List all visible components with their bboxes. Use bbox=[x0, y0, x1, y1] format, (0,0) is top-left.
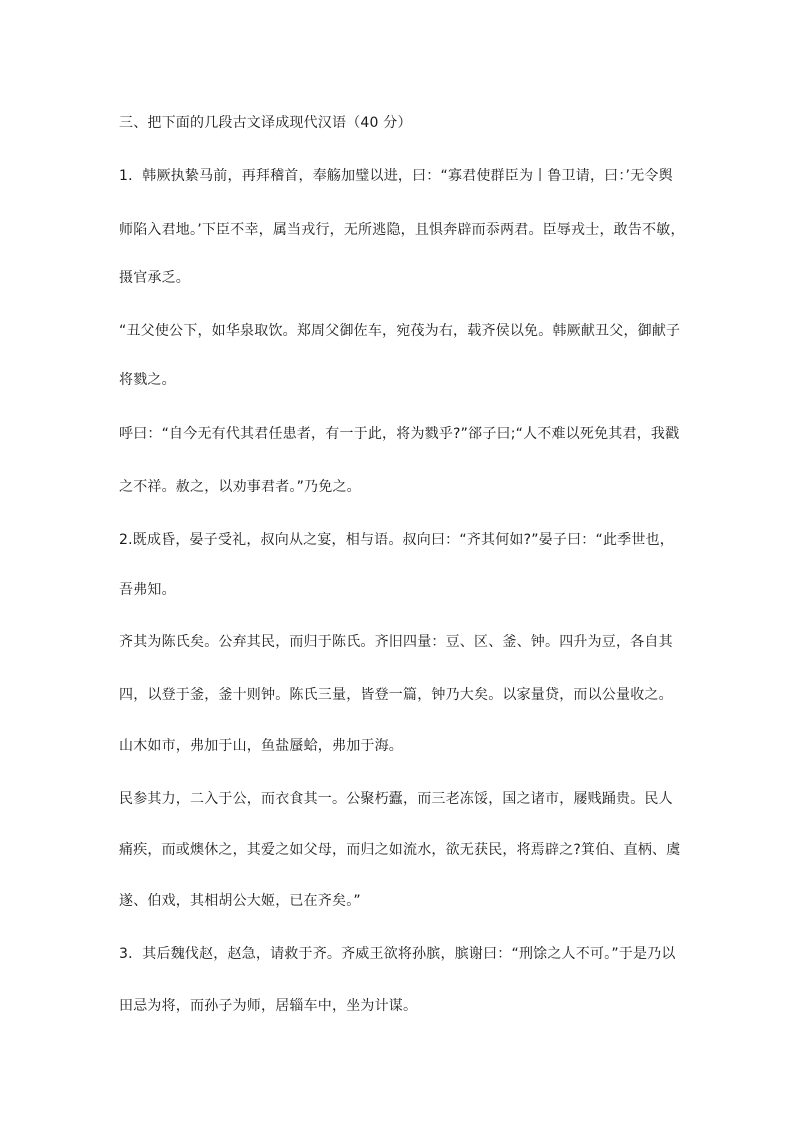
text-line: 齐其为陈氏矣。公弃其民，而归于陈氏。齐旧四量：豆、区、釜、钟。四升为豆，各自其 bbox=[119, 634, 673, 650]
text-line: 民参其力，二入于公，而衣食其一。公聚朽蠹，而三老冻馁，国之诸市，屦贱踊贵。民人 bbox=[119, 791, 673, 807]
text-line: 师陷入君地。’下臣不幸，属当戎行，无所逃隐，且惧奔辟而忝两君。臣辱戎士，敢告不敏， bbox=[119, 222, 685, 238]
text-line: 遂、伯戏，其相胡公大姬，已在齐矣。” bbox=[119, 893, 361, 909]
text-line: 痛疾，而或燠休之，其爱之如父母，而归之如流水，欲无获民，将焉辟之?箕伯、直柄、虞 bbox=[119, 842, 681, 858]
text-line: 将戮之。 bbox=[119, 372, 176, 388]
text-line: 吾弗知。 bbox=[119, 582, 176, 598]
text-line: 山木如市，弗加于山，鱼盐蜃蛤，弗加于海。 bbox=[119, 738, 403, 754]
text-line: 呼曰：“自今无有代其君任患者，有一于此，将为戮乎?”郤子曰;“人不难以死免其君，我戳 bbox=[119, 426, 680, 442]
text-line: 3．其后魏伐赵，赵急，请救于齐。齐威王欲将孙膑，膑谢曰：“刑馀之人不可。”于是乃以 bbox=[119, 946, 676, 962]
text-line: 田忌为将，而孙子为师，居辎车中，坐为计谋。 bbox=[119, 998, 418, 1014]
text-line: 四，以登于釜，釜十则钟。陈氏三量，皆登一篇，钟乃大矣。以家量贷，而以公量收之。 bbox=[119, 687, 673, 703]
section-heading: 三、把下面的几段古文译成现代汉语（40 分） bbox=[119, 115, 412, 131]
text-line: “丑父使公下，如华泉取饮。郑周父御佐车，宛茷为右，载齐侯以免。韩厥献丑父，御献子 bbox=[119, 323, 681, 339]
text-line: 1．韩厥执絷马前，再拜稽首，奉觞加璧以进，曰：“寡君使群臣为丨鲁卫请，曰：’无令舆 bbox=[119, 168, 673, 184]
text-line: 摄官承乏。 bbox=[119, 270, 190, 286]
text-line: 2.既成昏，晏子受礼，叔向从之宴，相与语。叔向曰：“齐其何如?”晏子曰：“此季世也， bbox=[119, 532, 674, 548]
text-line: 之不祥。赦之，以劝事君者。”乃免之。 bbox=[119, 479, 361, 495]
